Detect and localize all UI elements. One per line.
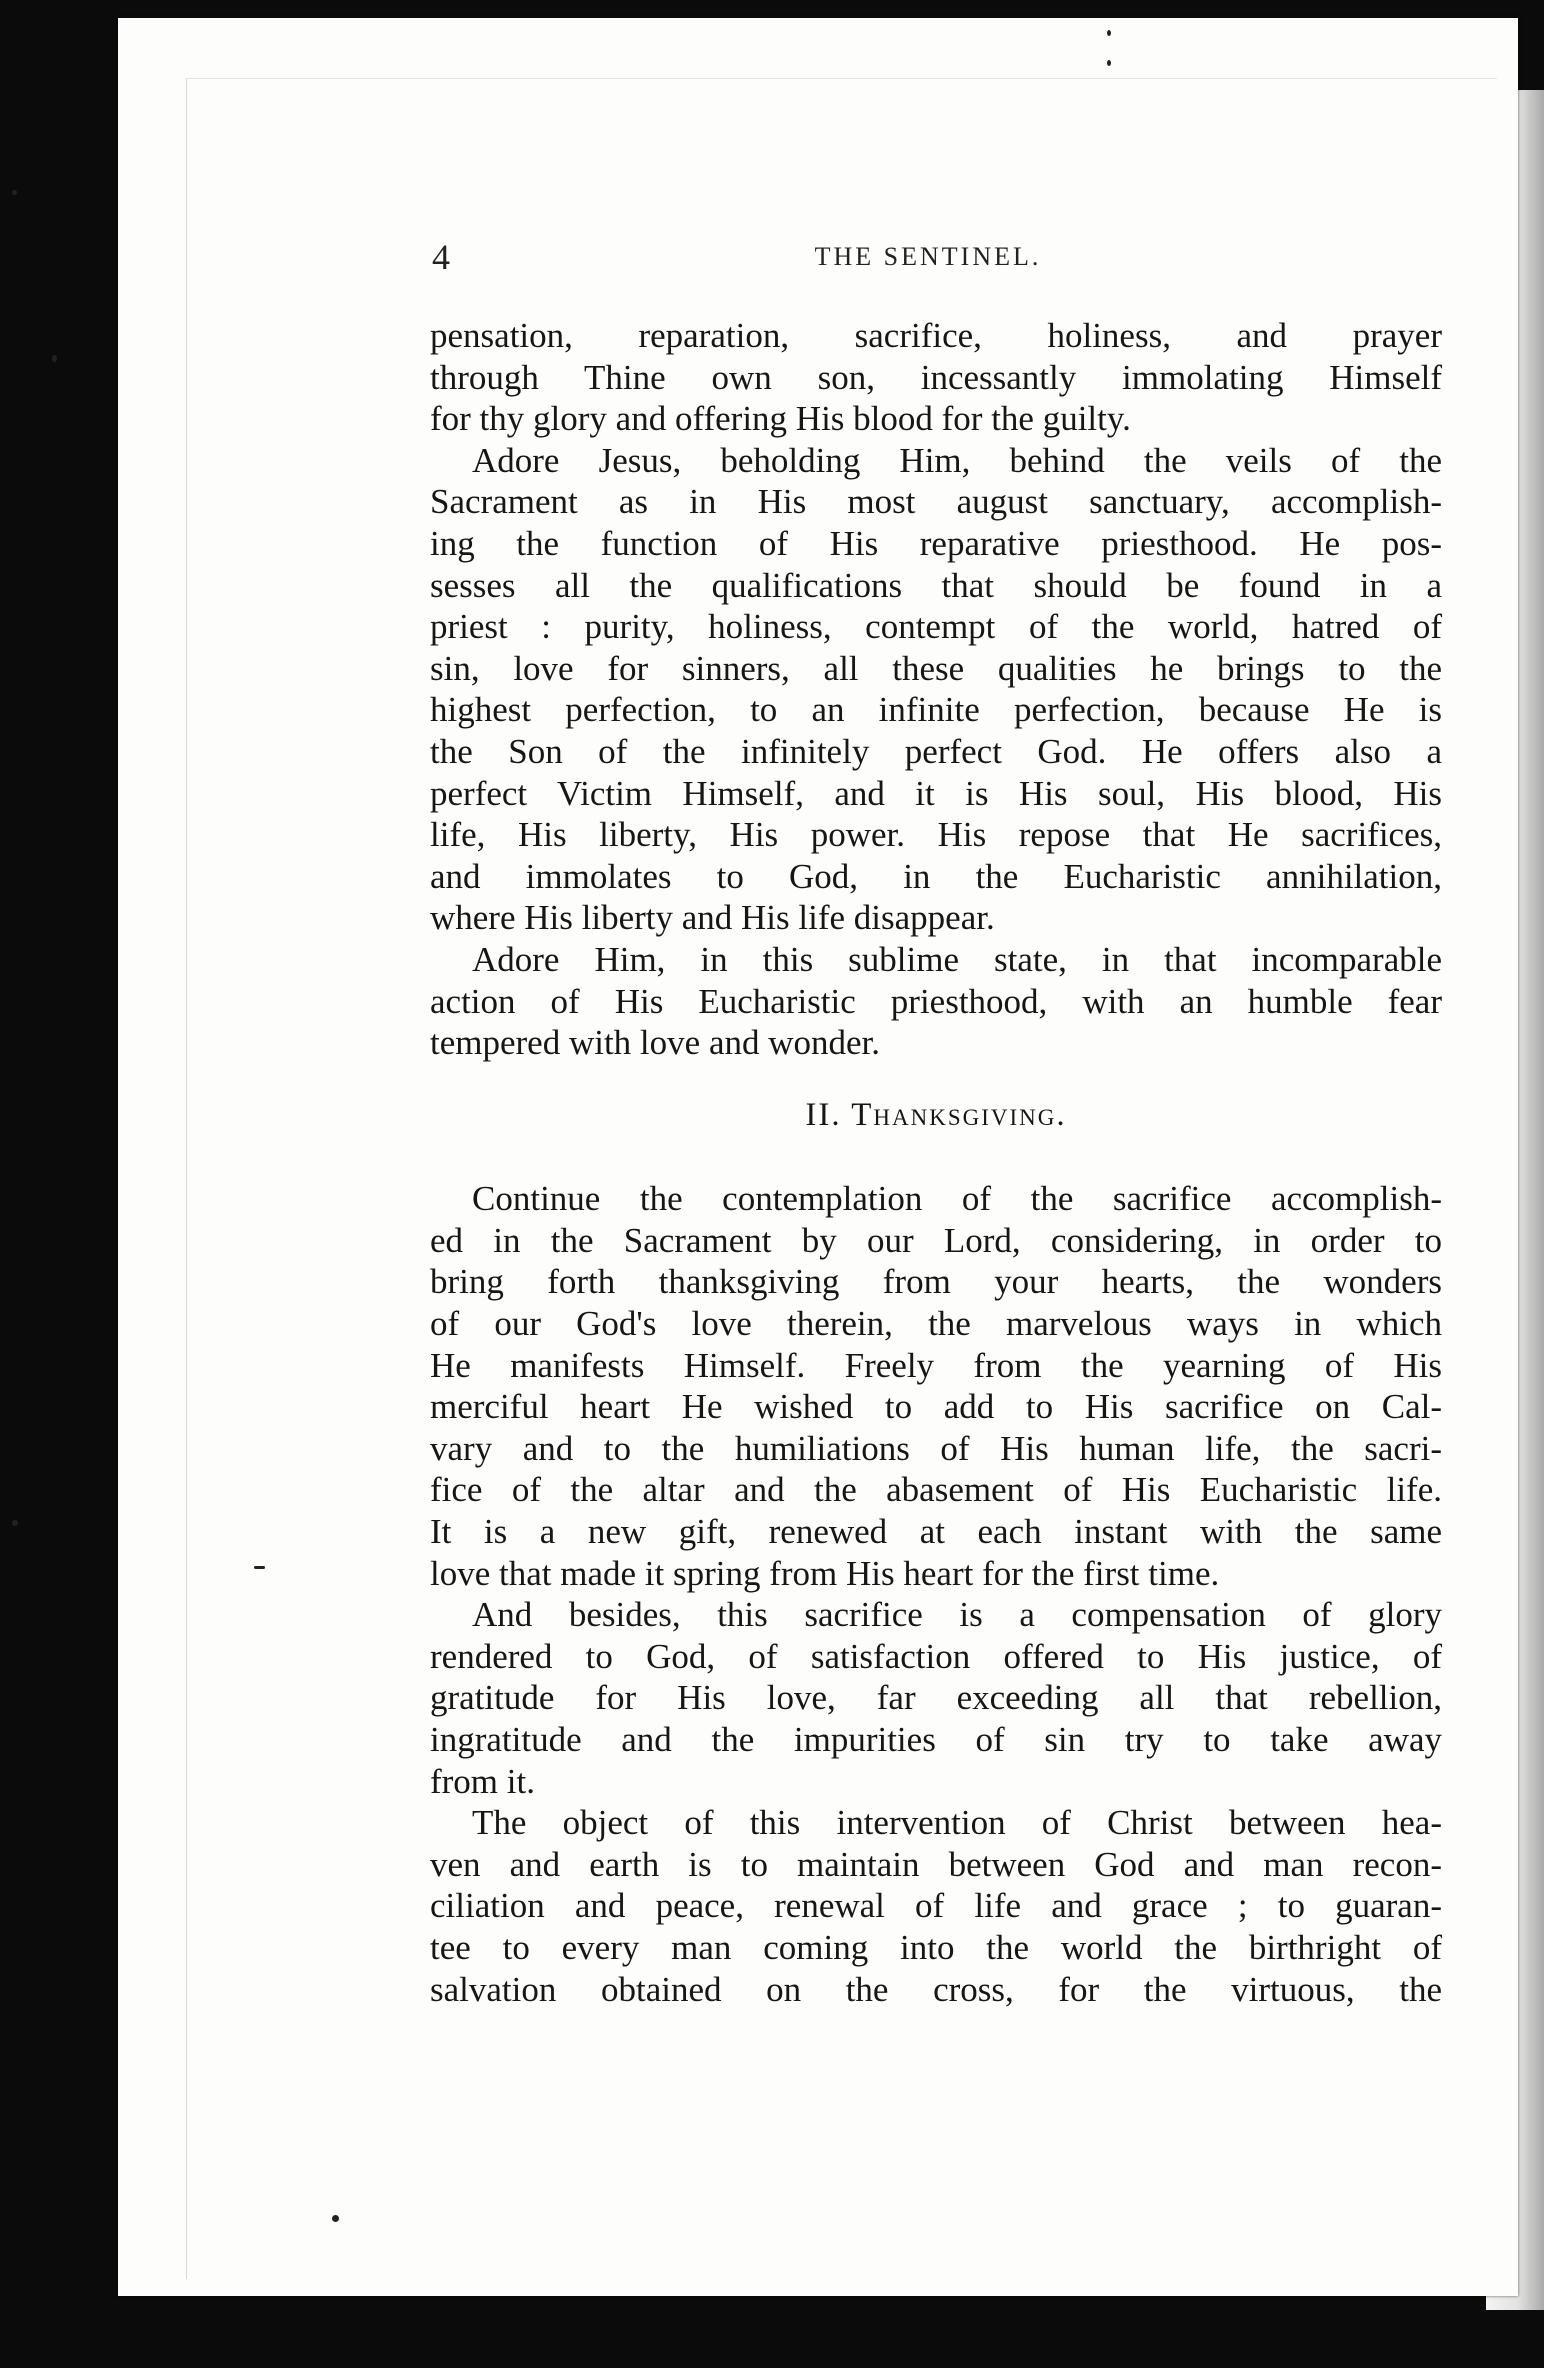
text-line: bring forth thanksgiving from your hearts, the wonders bbox=[430, 1262, 1442, 1302]
text-line: ed in the Sacrament by our Lord, considering, in order to bbox=[430, 1220, 1442, 1260]
text-line: perfect Victim Himself, and it is His soul, His blood, His bbox=[430, 773, 1442, 813]
text-line: for thy glory and offering His blood for the guilty. bbox=[430, 399, 1131, 439]
text-line: and immolates to God, in the Eucharistic annihilation, bbox=[430, 856, 1442, 896]
text-line: ven and earth is to maintain between God and man recon- bbox=[430, 1844, 1442, 1884]
text-line: fice of the altar and the abasement of His Eucharistic life. bbox=[430, 1470, 1442, 1510]
text-line: the Son of the infinitely perfect God. He offers also a bbox=[430, 731, 1442, 771]
text-line: pensation, reparation, sacrifice, holiness, and prayer bbox=[430, 316, 1442, 355]
section-heading bbox=[430, 1095, 1442, 1137]
page-header bbox=[428, 236, 1428, 276]
text-line: from it. bbox=[430, 1761, 535, 1801]
text-line: where His liberty and His life disappear. bbox=[430, 898, 995, 938]
text-line: merciful heart He wished to add to His sacrifice on Cal- bbox=[430, 1387, 1442, 1427]
text-line: ciliation and peace, renewal of life and grace ; to guaran- bbox=[430, 1886, 1442, 1926]
scan-speck bbox=[1107, 30, 1111, 36]
text-line: sin, love for sinners, all these qualities he brings to the bbox=[430, 648, 1442, 688]
text-line: tee to every man coming into the world the birthright of bbox=[430, 1927, 1442, 1967]
text-line: gratitude for His love, far exceeding all that rebellion, bbox=[430, 1678, 1442, 1718]
scan-speck bbox=[254, 1566, 265, 1569]
paragraph bbox=[430, 939, 1442, 1064]
text-line: sesses all the qualifications that should be found in a bbox=[430, 565, 1442, 605]
text-line: vary and to the humiliations of His human life, the sacri- bbox=[430, 1428, 1442, 1468]
text-line: ing the function of His reparative priesthood. He pos- bbox=[430, 523, 1442, 563]
text-line: It is a new gift, renewed at each instant with the same bbox=[430, 1512, 1442, 1552]
scan-speck bbox=[12, 1520, 18, 1526]
text-line: The object of this intervention of Christ between hea- bbox=[472, 1803, 1442, 1843]
text-line: Sacrament as in His most august sanctuary, accomplish- bbox=[430, 482, 1442, 522]
text-line: Continue the contemplation of the sacrifice accomplish- bbox=[472, 1179, 1442, 1219]
scan-speck bbox=[1107, 60, 1111, 66]
text-line: rendered to God, of satisfaction offered to His justice, of bbox=[430, 1636, 1442, 1676]
text-line: highest perfection, to an infinite perfection, because He is bbox=[430, 690, 1442, 730]
text-line: salvation obtained on the cross, for the virtuous, the bbox=[430, 1969, 1442, 2009]
paragraph bbox=[430, 440, 1442, 939]
text-line: love that made it spring from His heart for the first time. bbox=[430, 1553, 1220, 1593]
section-heading-text: II. Thanksgiving. bbox=[805, 1096, 1067, 1133]
text-line: He manifests Himself. Freely from the yearning of His bbox=[430, 1345, 1442, 1385]
paragraph bbox=[430, 315, 1442, 440]
text-line: And besides, this sacrifice is a compensation of glory bbox=[472, 1595, 1442, 1635]
scan-speck bbox=[332, 2215, 339, 2222]
text-line: Adore Him, in this sublime state, in that incomparable bbox=[472, 939, 1442, 979]
body-text bbox=[430, 315, 1442, 2010]
text-line: of our God's love therein, the marvelous ways in which bbox=[430, 1304, 1442, 1344]
running-title: THE SENTINEL. bbox=[814, 242, 1042, 271]
text-line: priest : purity, holiness, contempt of the world, hatred of bbox=[430, 607, 1442, 647]
text-line: ingratitude and the impurities of sin try to take away bbox=[430, 1720, 1442, 1759]
text-line: action of His Eucharistic priesthood, with an humble fear bbox=[430, 981, 1442, 1021]
page-number: 4 bbox=[432, 237, 450, 277]
paragraph bbox=[430, 1802, 1442, 2010]
paragraph bbox=[430, 1594, 1442, 1802]
scan-speck bbox=[12, 190, 17, 195]
text-line: tempered with love and wonder. bbox=[430, 1023, 881, 1063]
text-line: through Thine own son, incessantly immolating Himself bbox=[430, 357, 1442, 397]
text-line: Adore Jesus, beholding Him, behind the veils of the bbox=[472, 440, 1442, 480]
paragraph bbox=[430, 1178, 1442, 1594]
scan-speck bbox=[52, 355, 57, 362]
text-line: life, His liberty, His power. His repose that He sacrifices, bbox=[430, 815, 1442, 855]
